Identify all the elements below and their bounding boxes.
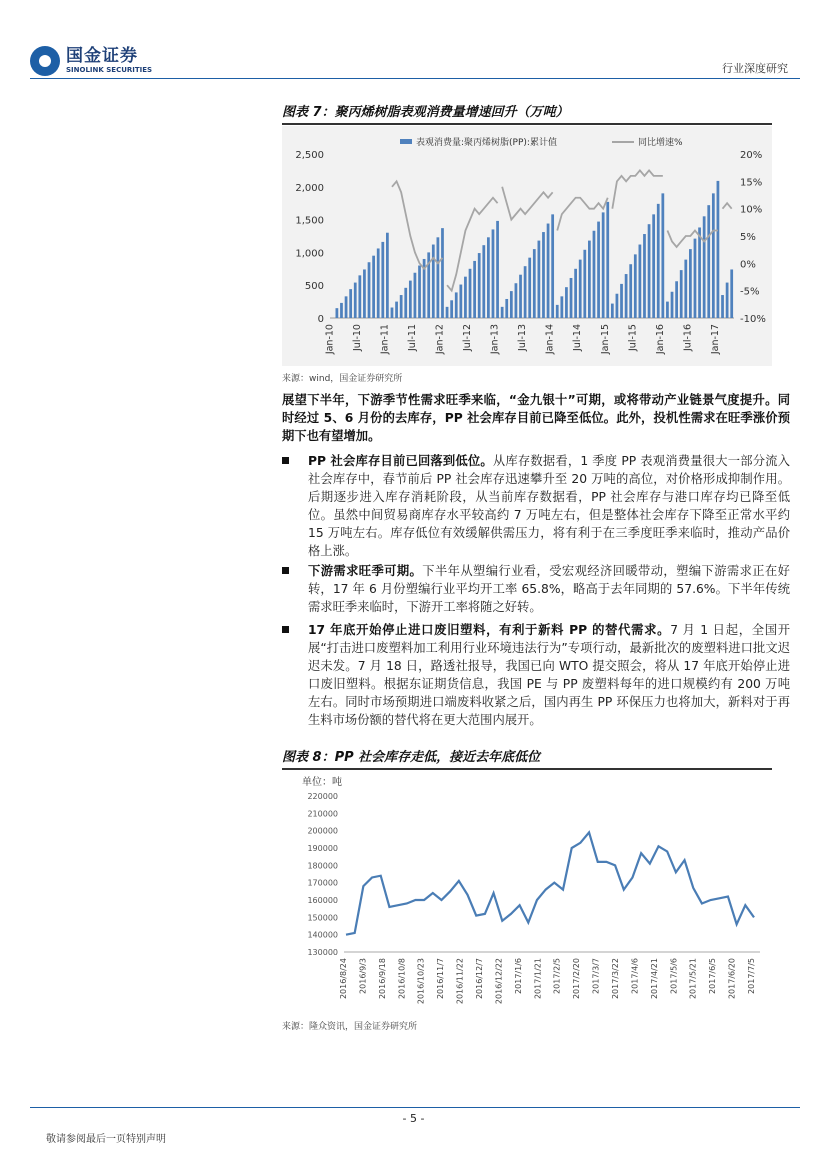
logo-icon — [30, 46, 60, 76]
x-tick-label: 2016/11/22 — [455, 958, 465, 1005]
consumption-bar — [579, 260, 582, 318]
consumption-bar — [551, 214, 554, 318]
consumption-bar — [349, 289, 352, 318]
x-tick-label: 2016/11/7 — [436, 958, 446, 1000]
consumption-bar — [340, 303, 343, 318]
consumption-bar — [538, 241, 541, 318]
consumption-bar — [542, 232, 545, 318]
bullet-body: 下半年从塑编行业看，受宏观经济回暖带动，塑编下游需求正在好转，17 年 6 月份塑编行业平均开工率 65.8%，略高于去年同期的 57.6%。下半年传统需求旺季来临时，下游开工率将随之好转。 — [308, 564, 790, 614]
y-tick-label: 150000 — [307, 913, 338, 923]
y-right-tick-label: 0% — [740, 259, 756, 271]
y-tick-label: 130000 — [307, 948, 338, 957]
figure7-chart-area — [282, 126, 772, 366]
x-tick-label: Jan-14 — [544, 324, 556, 355]
consumption-bar — [524, 266, 527, 318]
consumption-bar — [611, 304, 614, 318]
consumption-bar — [404, 288, 407, 318]
consumption-bar — [446, 307, 449, 318]
x-tick-label: 2017/6/5 — [708, 958, 718, 994]
y-axis-unit: 单位：吨 — [302, 777, 342, 788]
consumption-bar — [643, 234, 646, 318]
figure7-title: 图表 7：聚丙烯树脂表观消费量增速回升（万吨） — [282, 101, 772, 125]
consumption-bar — [629, 264, 632, 318]
consumption-bar — [505, 299, 508, 318]
consumption-bar — [620, 284, 623, 318]
consumption-bar — [721, 295, 724, 318]
y-tick-label: 190000 — [307, 844, 338, 853]
consumption-bar — [625, 274, 628, 318]
consumption-bar — [634, 254, 637, 318]
consumption-bar — [547, 224, 550, 318]
x-tick-label: 2016/8/24 — [339, 958, 348, 1000]
consumption-bar — [556, 305, 559, 318]
company-logo — [30, 46, 152, 76]
figure7-source: 来源：wind，国金证券研究所 — [282, 374, 403, 384]
consumption-bar — [336, 308, 339, 318]
consumption-bar — [386, 233, 389, 318]
y-left-tick-label: 0 — [317, 314, 324, 325]
bullet-head: 下游需求旺季可期。 — [308, 564, 423, 578]
legend-line-label: 同比增速% — [638, 138, 683, 148]
bullet-square-icon — [282, 457, 289, 464]
x-tick-label: 2017/5/6 — [669, 958, 679, 994]
x-tick-label: 2016/12/22 — [494, 958, 504, 1005]
bullet-square-icon — [282, 567, 289, 574]
x-tick-label: Jul-11 — [406, 324, 418, 351]
consumption-bar — [698, 227, 701, 318]
bullet-demand — [282, 562, 790, 616]
consumption-bar — [652, 214, 655, 318]
consumption-bar — [639, 245, 642, 318]
consumption-bar — [455, 292, 458, 318]
consumption-bar — [381, 242, 384, 318]
consumption-bar — [409, 281, 412, 318]
consumption-bar — [358, 275, 361, 318]
growth-line-segment — [557, 198, 608, 231]
consumption-bar — [661, 193, 664, 318]
consumption-bar — [469, 269, 472, 318]
y-left-tick-label: 2,500 — [295, 150, 324, 161]
consumption-bar — [533, 249, 536, 318]
y-right-tick-label: -5% — [740, 286, 760, 298]
growth-line-segment — [447, 198, 498, 291]
x-tick-label: Jul-12 — [462, 324, 474, 351]
y-left-tick-label: 1,500 — [295, 215, 324, 227]
consumption-bar — [648, 224, 651, 318]
consumption-bar — [377, 248, 380, 318]
x-tick-label: Jul-16 — [682, 324, 694, 351]
consumption-bar — [496, 221, 499, 318]
y-left-tick-label: 1,000 — [295, 248, 324, 260]
consumption-chart — [282, 126, 772, 366]
x-tick-label: 2016/10/23 — [416, 958, 426, 1005]
x-tick-label: 2016/12/7 — [475, 958, 484, 1000]
bullet-head: PP 社会库存目前已回落到低位。 — [308, 454, 493, 468]
x-tick-label: 2017/1/21 — [533, 958, 543, 1000]
x-tick-label: 2017/6/20 — [727, 958, 737, 1000]
consumption-bar — [565, 287, 568, 318]
consumption-bar — [464, 277, 467, 318]
x-tick-label: 2017/2/5 — [552, 958, 562, 994]
consumption-bar — [602, 212, 605, 318]
x-tick-label: Jul-14 — [572, 324, 584, 351]
consumption-bar — [703, 216, 706, 318]
y-right-tick-label: -10% — [740, 314, 766, 325]
legend-bar-swatch — [400, 139, 412, 144]
consumption-bar — [671, 292, 674, 318]
intro-bold-text: 展望下半年，下游季节性需求旺季来临，“金九银十”可期，或将带动产业链景气度提升。同时经过 5、6 月份的去库存，PP 社会库存目前已降至低位。此外，投机性需求在旺季涨价预期下也有望增加。 — [282, 393, 790, 443]
x-tick-label: 2016/9/3 — [358, 958, 368, 994]
x-tick-label: 2017/4/21 — [649, 958, 659, 1000]
x-tick-label: 2017/3/7 — [591, 958, 601, 994]
consumption-bar — [707, 205, 710, 318]
figure8-source: 来源：隆众资讯，国金证券研究所 — [282, 1022, 418, 1032]
logo-cn-text: 国金证券 — [66, 46, 138, 66]
consumption-bar — [519, 275, 522, 318]
bullet-square-icon — [282, 626, 289, 633]
x-tick-label: Jan-17 — [709, 324, 721, 355]
consumption-bar — [372, 256, 375, 318]
x-tick-label: 2016/9/18 — [377, 958, 387, 1000]
consumption-bar — [666, 302, 669, 318]
consumption-bar — [597, 222, 600, 318]
consumption-bar — [593, 231, 596, 318]
consumption-bar — [473, 261, 476, 318]
consumption-bar — [363, 269, 366, 318]
consumption-bar — [459, 285, 462, 318]
bullet-head: 17 年底开始停止进口废旧塑料，有利于新料 PP 的替代需求。 — [308, 623, 671, 637]
consumption-bar — [717, 181, 720, 318]
consumption-bar — [395, 302, 398, 318]
consumption-bar — [487, 237, 490, 318]
x-tick-label: 2017/7/5 — [747, 958, 756, 994]
page-number: - 5 - — [402, 1112, 425, 1125]
consumption-bar — [675, 281, 678, 318]
consumption-bar — [726, 283, 729, 318]
consumption-bar — [400, 295, 403, 318]
y-tick-label: 170000 — [307, 878, 338, 888]
y-tick-label: 180000 — [307, 861, 338, 871]
y-tick-label: 220000 — [307, 792, 338, 801]
x-tick-label: 2017/3/22 — [611, 958, 620, 1000]
bullet-body: 从库存数据看，1 季度 PP 表观消费量很大一部分流入社会库存中，春节前后 PP 社会库存迅速攀升至 20 万吨的高位，对价格形成抑制作用。后期逐步进入库存消耗阶段，从当前库存数据看，PP 社会库存与港口库存均已降至低位。虽然中间贸易商库存水平较高约 7 万吨左右，但是整体社会库存下降至正常水平约 15 万吨左右。库存低位有效缓解供需压力，将有利于在三季度旺季来临时，推动产品价格上涨。 — [308, 454, 791, 558]
consumption-bar — [528, 258, 531, 318]
x-tick-label: 2017/2/20 — [572, 958, 582, 1000]
consumption-bar — [437, 237, 440, 318]
consumption-bar — [482, 245, 485, 318]
consumption-bar — [510, 291, 513, 318]
report-type: 行业深度研究 — [722, 62, 788, 75]
x-tick-label: Jan-15 — [599, 324, 611, 355]
intro-paragraph — [282, 391, 790, 445]
consumption-bar — [606, 202, 609, 318]
consumption-bar — [418, 266, 421, 318]
consumption-bar — [684, 260, 687, 318]
x-tick-label: Jul-15 — [627, 324, 639, 351]
footer-divider — [30, 1107, 800, 1108]
bullet-inventory — [282, 452, 790, 560]
consumption-bar — [616, 294, 619, 318]
y-left-tick-label: 2,000 — [295, 182, 324, 194]
consumption-bar — [574, 269, 577, 318]
x-tick-label: 2016/10/8 — [397, 958, 407, 1000]
y-right-tick-label: 5% — [740, 232, 756, 243]
growth-line-segment — [723, 203, 732, 208]
inventory-chart — [282, 772, 772, 1012]
consumption-bar — [432, 245, 435, 318]
header-divider — [30, 78, 800, 79]
consumption-bar — [680, 270, 683, 318]
consumption-bar — [657, 204, 660, 318]
growth-line-segment — [392, 181, 442, 268]
consumption-bar — [345, 296, 348, 318]
consumption-bar — [501, 307, 504, 318]
consumption-bar — [588, 241, 591, 318]
consumption-bar — [391, 308, 394, 319]
x-tick-label: Jan-13 — [489, 324, 501, 355]
y-tick-label: 140000 — [307, 930, 338, 940]
disclaimer-note: 敬请参阅最后一页特别声明 — [46, 1134, 166, 1145]
consumption-bar — [478, 253, 481, 318]
consumption-bar — [515, 283, 518, 318]
x-tick-label: Jan-12 — [434, 324, 446, 355]
bullet-body: 7 月 1 日起，全国开展“打击进口废塑料加工利用行业环境违法行为”专项行动，最新批次的废塑料进口批文迟迟未发。7 月 18 日，路透社报导，我国已向 WTO 提交照会，将从 17 年底开始停止进口废旧塑料。根据东证期货信息，我国 PE 与 PP 废塑料每年的进口规模约有 200 万吨左右。同时市场预期进口端废料收紧之后，国内再生 PP 环保压力也将加大，新料对于再生料市场份额的替代将在更大范围内展开。 — [308, 623, 790, 727]
figure8-title: 图表 8：PP 社会库存走低，接近去年底低位 — [282, 746, 772, 770]
growth-line-segment — [667, 231, 718, 247]
consumption-bar — [583, 250, 586, 318]
consumption-bar — [730, 269, 733, 318]
y-right-tick-label: 15% — [740, 177, 763, 189]
x-tick-label: 2017/5/21 — [688, 958, 698, 1000]
y-right-tick-label: 10% — [740, 204, 763, 216]
x-tick-label: Jan-11 — [379, 324, 391, 355]
x-tick-label: Jul-13 — [517, 324, 529, 351]
x-tick-label: Jan-16 — [654, 324, 666, 355]
y-right-tick-label: 20% — [740, 150, 763, 161]
legend-bar-label: 表观消费量:聚丙烯树脂(PP):累计值 — [416, 138, 557, 148]
figure8-chart-area — [282, 772, 772, 1012]
x-tick-label: Jul-10 — [351, 324, 363, 351]
inventory-line — [346, 832, 754, 934]
growth-line-segment — [502, 187, 553, 220]
y-tick-label: 210000 — [307, 809, 338, 819]
consumption-bar — [492, 229, 495, 318]
x-tick-label: Jan-10 — [324, 324, 336, 355]
y-left-tick-label: 500 — [304, 281, 324, 293]
consumption-bar — [450, 300, 453, 318]
consumption-bar — [694, 239, 697, 318]
page-header — [30, 40, 800, 80]
x-tick-label: 2017/1/6 — [513, 958, 523, 994]
logo-en-text: SINOLINK SECURITIES — [66, 66, 153, 74]
bullet-import-ban — [282, 621, 790, 729]
consumption-bar — [368, 262, 371, 318]
consumption-bar — [712, 193, 715, 318]
consumption-bar — [354, 283, 357, 318]
growth-line-segment — [612, 170, 663, 208]
x-tick-label: 2017/4/6 — [630, 958, 640, 994]
y-tick-label: 200000 — [307, 826, 338, 836]
consumption-bar — [689, 249, 692, 318]
y-tick-label: 160000 — [307, 896, 338, 905]
consumption-bar — [441, 228, 444, 318]
consumption-bar — [414, 273, 417, 318]
consumption-bar — [560, 296, 563, 318]
consumption-bar — [570, 278, 573, 318]
